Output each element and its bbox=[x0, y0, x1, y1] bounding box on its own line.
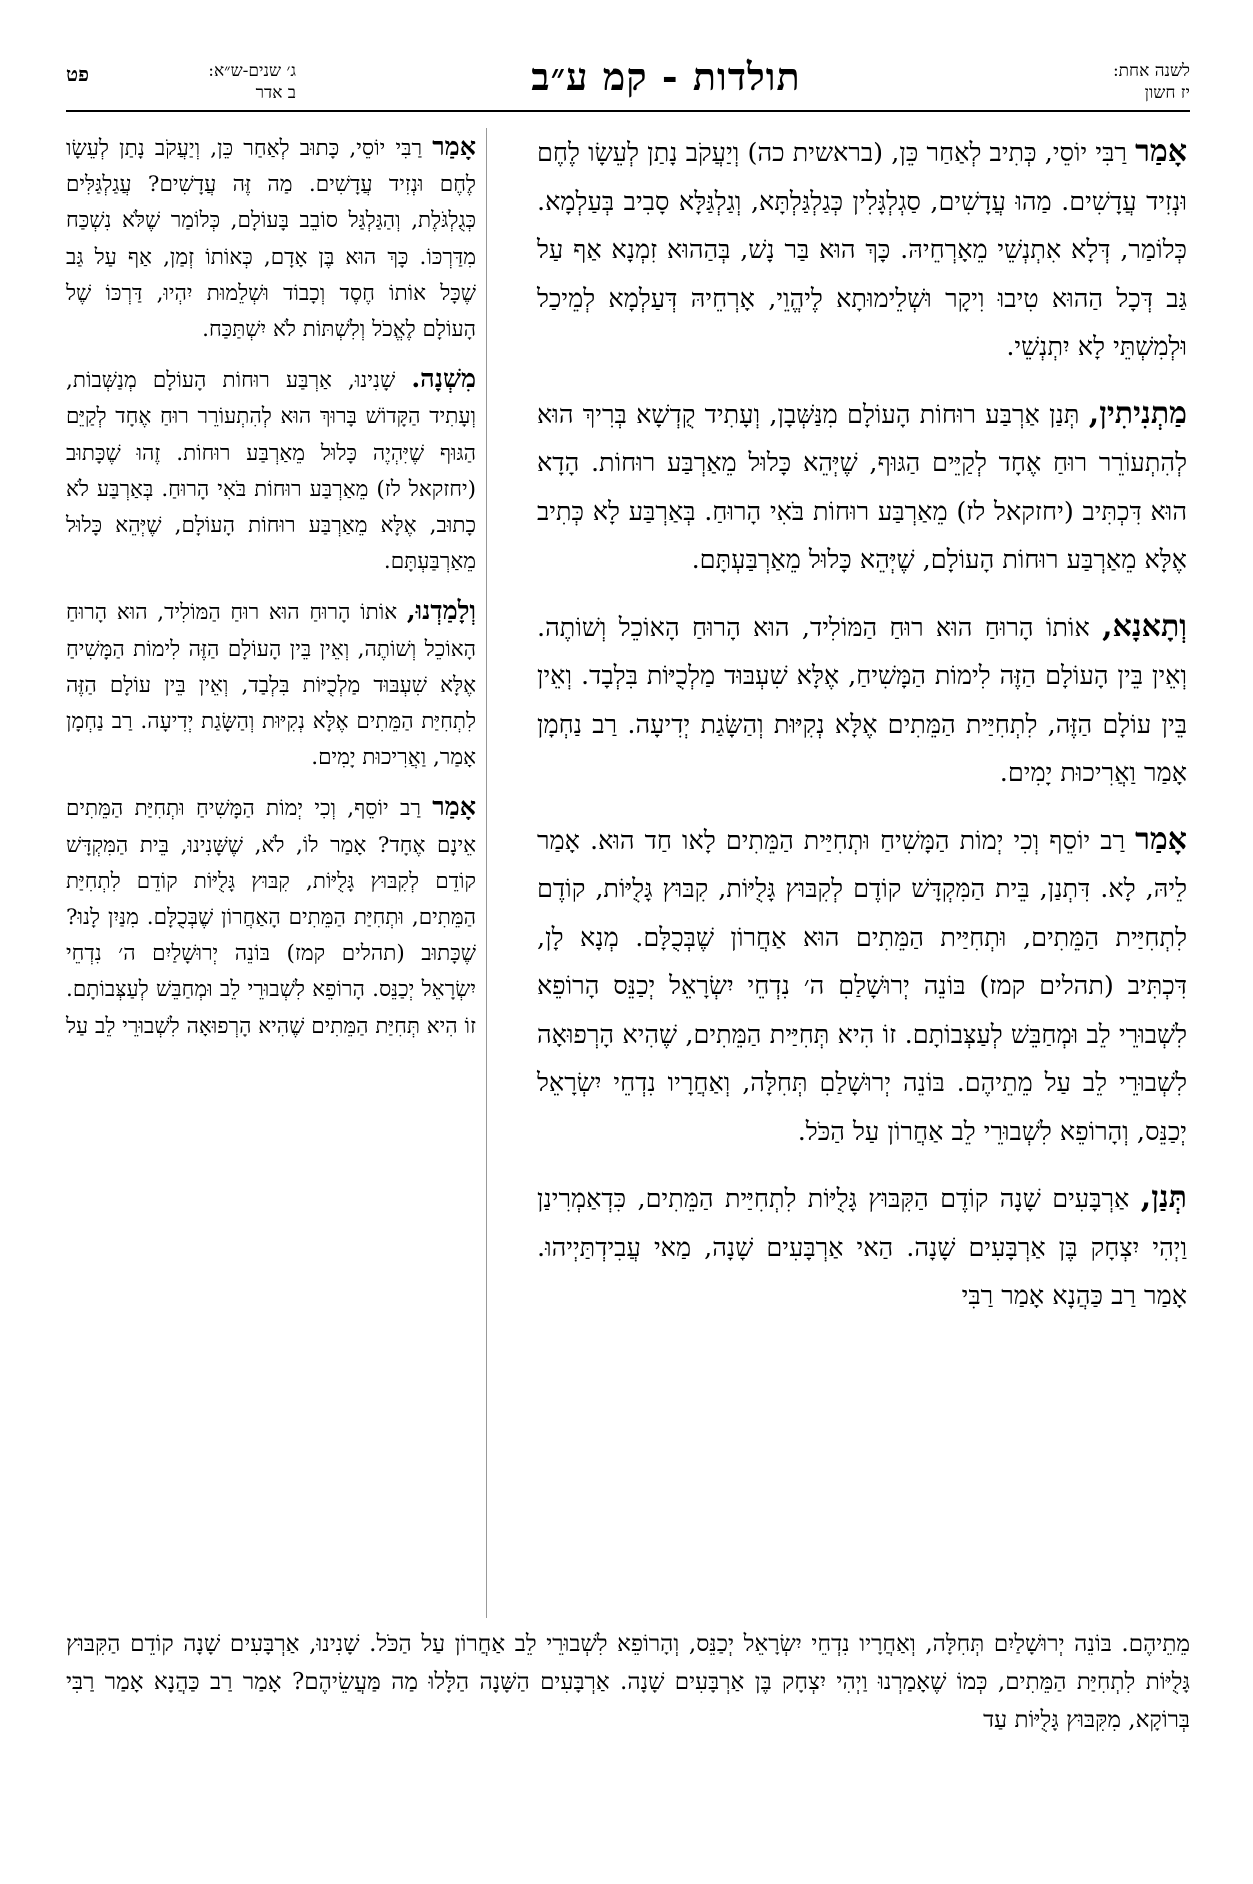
translation-paragraph bbox=[66, 592, 476, 776]
header-three-year-date: ב אדר bbox=[255, 83, 296, 103]
page-number: פט bbox=[66, 62, 89, 86]
paragraph-lead-word: אָמַר bbox=[1135, 134, 1188, 169]
main-paragraph bbox=[537, 390, 1187, 585]
header-right-info bbox=[1040, 60, 1190, 104]
column-divider bbox=[486, 128, 487, 1618]
paragraph-lead-word: וְתָאנָא, bbox=[1102, 608, 1187, 644]
paragraph-text: אוֹתוֹ הָרוּחַ הוּא רוּחַ הַמּוֹלִיד, הוּא הָרוּחַ הָאוֹכֵל וְשׁוֹתֶה, וְאֵין בֵּין הָעוֹלָם הַזֶּה לִימוֹת הַמָּשִׁיחַ אֶלָּא שִׁעְבּוּד מַלְכֻיּוֹת בִּלְבַד, וְאֵין בֵּין עוֹלָם הַזֶּה לִתְחִיַּת הַמֵּתִים אֶלָּא נְקִיּוּת וְהַשָּׂגַת יְדִיעָה. רַב נַחְמָן אָמַר, וַאֲרִיכוּת יָמִים. bbox=[66, 600, 476, 771]
paragraph-text: אוֹתוֹ הָרוּחַ הוּא רוּחַ הַמּוֹלִיד, הוּא הָרוּחַ הָאוֹכֵל וְשׁוֹתֶה. וְאֵין בֵּין הָעוֹלָם הַזֶּה לִימוֹת הַמָּשִׁיחַ, אֶלָּא שִׁעְבּוּד מַלְכֻיּוֹת בִּלְבָד. וְאֵין בֵּין עוֹלָם הַזֶּה, לִתְחִיַּית הַמֵּתִים אֶלָּא נְקִיּוּת וְהַשָּׂגַת יְדִיעָה. רַב נַחְמָן אָמַר וַאֲרִיכוּת יָמִים. bbox=[537, 612, 1187, 788]
paragraph-lead-word: אָמַר bbox=[432, 791, 476, 822]
main-paragraph bbox=[537, 816, 1187, 1157]
header-divider bbox=[66, 110, 1190, 112]
main-column bbox=[537, 128, 1187, 1339]
main-paragraph bbox=[537, 128, 1187, 372]
page-title: תולדות - קמ ע״ב bbox=[531, 54, 801, 99]
header-one-year-date: יז חשון bbox=[1144, 83, 1190, 103]
main-paragraph bbox=[537, 603, 1187, 798]
paragraph-lead-word: תְּנַן, bbox=[1140, 1180, 1187, 1215]
header-left-info bbox=[126, 60, 296, 104]
translation-paragraph bbox=[66, 128, 476, 348]
bottom-continuation bbox=[66, 1625, 1190, 1739]
header-three-year-label: ג׳ שנים-ש״א: bbox=[208, 61, 296, 81]
paragraph-lead-word: אָמַר bbox=[1135, 821, 1187, 857]
paragraph-text: רַבִּי יוֹסֵי, כְּתִיב לְאַחַר כֵּן, (בראשית כה) וְיַעֲקֹב נָתַן לְעֵשָׂו לֶחֶם וּנְזִיד עֲדָשִׁים. מַהוּ עֲדָשִׁים, סַגְלְגָּלִין כְּגַלְגַּלְתָּא, וְגַלְגַּלָּא סָבִיב בְּעַלְמָא. כְּלוֹמַר, דְּלָא אִתְנְשֵׁי מֵאָרְחֵיהּ. כָּךְ הוּא בַּר נָשׁ, בְּהַהוּא זִמְנָא אַף עַל גַּב דְּכָל הַהוּא טִיבוּ וִיקָר וּשְׁלֵימוּתָא לֶיהֱוֵי, אָרְחֵיהּ דְּעַלְמָא לְמֵיכַל וּלְמִשְׁתֵּי לָא יִתְנְשֵׁי. bbox=[537, 138, 1187, 362]
paragraph-lead-word: מַתְנִיתִין, bbox=[1088, 395, 1187, 431]
page-header bbox=[66, 54, 1190, 110]
paragraph-text: רַב יוֹסֵף וְכִי יְמוֹת הַמָּשִׁיחַ וּתְחִיַּית הַמֵּתִים לָאו חַד הוּא. אָמַר לֵיהּ, לָא. דִּתְנַן, בֵּית הַמִּקְדָּשׁ קוֹדֶם לְקִבּוּץ גָּלֻיּוֹת, קִבּוּץ גָּלֻיּוֹת, קוֹדֶם לִתְחִיַּית הַמֵּתִים, וּתְחִיַּית הַמֵּתִים הוּא אַחֲרוֹן שֶׁבְּכֻלָּם. מְנָא לָן, דִּכְתִּיב (תהלים קמז) בּוֹנֵה יְרוּשָׁלַםִ ה׳ נִדְחֵי יִשְׂרָאֵל יְכַנֵּס הָרוֹפֵא לִשְׁבוּרֵי לֵב וּמְחַבֵּשׁ לְעַצְּבוֹתָם. זוֹ הִיא תְּחִיַּית הַמֵּתִים, שֶׁהִיא הָרְפוּאָה לִשְׁבוּרֵי לֵב עַל מֵתֵיהֶם. בּוֹנֵה יְרוּשָׁלַםִ תְּחִלָּה, וְאַחֲרָיו נִדְחֵי יִשְׂרָאֵל יְכַנֵּס, וְהָרוֹפֵא לִשְׁבוּרֵי לֵב אַחֲרוֹן עַל הַכֹּל. bbox=[537, 825, 1187, 1147]
paragraph-text: רַב יוֹסֵף, וְכִי יְמוֹת הַמָּשִׁיחַ וּתְחִיַּת הַמֵּתִים אֵינָם אֶחָד? אָמַר לוֹ, לֹא, שֶׁשָּׁנִינוּ, בֵּית הַמִּקְדָּשׁ קוֹדֵם לְקִבּוּץ גָּלֻיּוֹת, קִבּוּץ גָּלֻיּוֹת קוֹדֵם לִתְחִיַּת הַמֵּתִים, וּתְחִיַּת הַמֵּתִים הָאַחֲרוֹן שֶׁבְּכֻלָּם. מִנַּיִן לָנוּ? שֶׁכָּתוּב (תהלים קמז) בּוֹנֵה יְרוּשָׁלַיִם ה׳ נִדְחֵי יִשְׂרָאֵל יְכַנֵּס. הָרוֹפֵא לִשְׁבוּרֵי לֵב וּמְחַבֵּשׁ לְעַצְּבוֹתָם. זוֹ הִיא תְּחִיַּת הַמֵּתִים שֶׁהִיא הָרְפוּאָה לִשְׁבוּרֵי לֵב עַל bbox=[65, 796, 476, 1039]
paragraph-text: תְּנַן אַרְבַּע רוּחוֹת הָעוֹלָם מִנַּשְּׁבָן, וְעָתִיד קֻדְשָׁא בְּרִיךְ הוּא לְהִתְעוֹרֵר רוּחַ אֶחָד לְקַיֵּים הַגּוּף, שֶׁיְּהֵא כָּלוּל מֵאַרְבַּע רוּחוֹת. הָדָא הוּא דִּכְתִּיב (יחזקאל לז) מֵאַרְבַּע רוּחוֹת בֹּאִי הָרוּחַ. בְּאַרְבַּע לָא כְּתִיב אֶלָּא מֵאַרְבַּע רוּחוֹת הָעוֹלָם, שֶׁיְּהֵא כָּלוּל מֵאַרְבַּעְתָּם. bbox=[537, 399, 1187, 575]
translation-paragraph bbox=[66, 788, 476, 1044]
translation-column bbox=[66, 128, 476, 1057]
paragraph-text: אַרְבָּעִים שָׁנָה קוֹדֶם הַקִּבּוּץ גָּלֻיּוֹת לִתְחִיַּית הַמֵּתִים, כִּדְאַמְרִינַן וַיְהִי יִצְחָק בֶּן אַרְבָּעִים שָׁנָה. הַאי אַרְבָּעִים שָׁנָה, מַאי עֲבִידְתַּיְיהוּ. אָמַר רַב כַּהֲנָא אָמַר רַבִּי bbox=[537, 1184, 1187, 1311]
header-one-year-label: לשנה אחת: bbox=[1112, 61, 1190, 81]
paragraph-lead-word: אָמַר bbox=[432, 131, 476, 161]
paragraph-lead-word: וְלָמַדְנוּ, bbox=[406, 595, 476, 626]
paragraph-text: שָׁנִינוּ, אַרְבַּע רוּחוֹת הָעוֹלָם מְנַשְּׁבוֹת, וְעָתִיד הַקָּדוֹשׁ בָּרוּךְ הוּא לְהִתְעוֹרֵר רוּחַ אֶחָד לְקַיֵּם הַגּוּף שֶׁיִּהְיֶה כָּלוּל מֵאַרְבַּע רוּחוֹת. זֶהוּ שֶׁכָּתוּב (יחזקאל לז) מֵאַרְבַּע רוּחוֹת בֹּאִי הָרוּחַ. בְּאַרְבַּע לֹא כָתוּב, אֶלָּא מֵאַרְבַּע רוּחוֹת הָעוֹלָם, שֶׁיְּהֵא כָּלוּל מֵאַרְבַּעְתָּם. bbox=[66, 368, 476, 575]
translation-paragraph bbox=[66, 360, 476, 580]
bottom-text: מֵתֵיהֶם. בּוֹנֵה יְרוּשָׁלַיִם תְּחִלָּה, וְאַחֲרָיו נִדְחֵי יִשְׂרָאֵל יְכַנֵּס, וְהָרוֹפֵא לִשְׁבוּרֵי לֵב אַחֲרוֹן עַל הַכֹּל. שָׁנִינוּ, אַרְבָּעִים שָׁנָה קוֹדֵם הַקִּבּוּץ גָּלֻיּוֹת לִתְחִיַּת הַמֵּתִים, כְּמוֹ שֶׁאָמַרְנוּ וַיְהִי יִצְחָק בֶּן אַרְבָּעִים שָׁנָה. אַרְבָּעִים הַשָּׁנָה הַלָּלוּ מַה מַּעֲשֵׂיהֶם? אָמַר רַב כַּהֲנָא אָמַר רַבִּי בְּרוֹקָא, מִקִּבּוּץ גָּלֻיּוֹת עַד bbox=[66, 1631, 1190, 1733]
paragraph-lead-word: מִשְׁנָה. bbox=[411, 363, 476, 394]
paragraph-text: רַבִּי יוֹסֵי, כָּתוּב לְאַחַר כֵּן, וְיַעֲקֹב נָתַן לְעֵשָׂו לֶחֶם וּנְזִיד עֲדָשִׁים. מַה זֶּה עֲדָשִׁים? עֲגַלְגַּלִּים כְּגֻלְגֹּלֶת, וְהַגַּלְגַּל סוֹבֵב בָּעוֹלָם, כְּלוֹמַר שֶׁלֹּא נִשְׁכַּח מִדַּרְכּוֹ. כָּךְ הוּא בֶּן אָדָם, כְּאוֹתוֹ זְמַן, אַף עַל גַּב שֶׁכָּל אוֹתוֹ חֶסֶד וְכָבוֹד וּשְׁלֵמוּת יִהְיוּ, דַּרְכּוֹ שֶׁל הָעוֹלָם לֶאֱכֹל וְלִשְׁתּוֹת לֹא יִשְׁתַּכַּח. bbox=[66, 136, 476, 343]
main-paragraph bbox=[537, 1174, 1187, 1321]
